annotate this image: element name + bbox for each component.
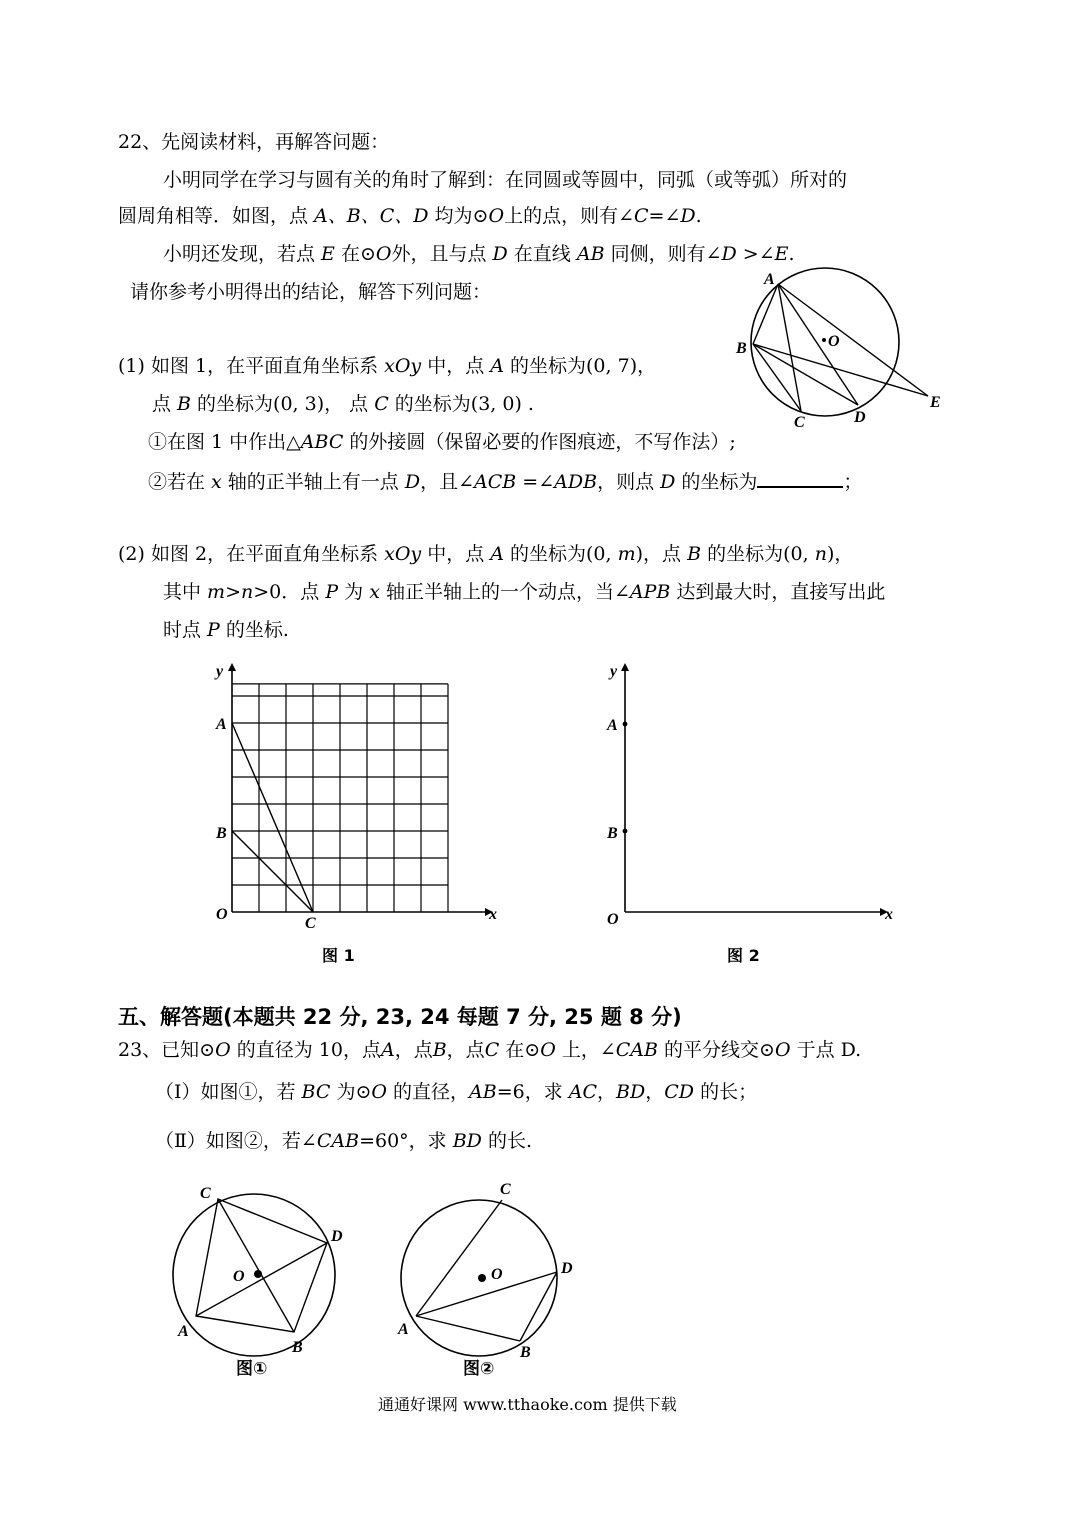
label-b: B bbox=[520, 1344, 531, 1361]
y-axis-arrow bbox=[228, 663, 236, 671]
center-dot bbox=[254, 1270, 262, 1278]
q22-part1-line1: (1) 如图 1，在平面直角坐标系 xOy 中，点 A 的坐标为(0, 7)， bbox=[118, 355, 657, 377]
q22-title: 22、先阅读材料，再解答问题： bbox=[118, 131, 390, 153]
label-e: E bbox=[930, 394, 941, 411]
q22-part2-line2: 其中 m>n>0．点 P 为 x 轴正半轴上的一个动点，当∠APB 达到最大时，直接写出此 bbox=[163, 581, 886, 603]
label-b: B bbox=[216, 825, 227, 842]
segment-ad bbox=[416, 1272, 557, 1316]
label-y: y bbox=[216, 663, 224, 680]
label-x: x bbox=[885, 906, 893, 923]
q22-paragraph-1: 小明同学在学习与圆有关的角时了解到：在同圆或等圆中，同弧（或等弧）所对的 bbox=[163, 169, 848, 191]
figure-23-2-caption: 图② bbox=[463, 1359, 495, 1379]
q22-part1-line3: ①在图 1 中作出△ABC 的外接圆（保留必要的作图痕迹，不写作法）; bbox=[148, 431, 736, 453]
label-o: O bbox=[233, 1268, 245, 1285]
figure-2-caption: 图 2 bbox=[727, 946, 760, 965]
footer-text: 通通好课网 www.tthaoke.com 提供下载 bbox=[378, 1395, 677, 1414]
figure-1-grid bbox=[205, 655, 505, 945]
label-b: B bbox=[607, 825, 618, 842]
q22-part2-line1: (2) 如图 2，在平面直角坐标系 xOy 中，点 A 的坐标为(0, m)，点 B 的坐标为(0, n)， bbox=[118, 543, 854, 565]
circle-o bbox=[173, 1194, 335, 1356]
label-a: A bbox=[398, 1321, 409, 1338]
q23-line3: （Ⅱ）如图②，若∠CAB=60°，求 BD 的长. bbox=[155, 1130, 533, 1152]
section-5-heading: 五、解答题(本题共 22 分, 23, 24 每题 7 分, 25 题 8 分) bbox=[118, 1005, 682, 1029]
label-d: D bbox=[331, 1228, 343, 1245]
segment-ad bbox=[196, 1243, 327, 1316]
label-x: x bbox=[489, 906, 497, 923]
label-b: B bbox=[292, 1339, 303, 1356]
q22-part1-line4: ②若在 x 轴的正半轴上有一点 D，且∠ACB =∠ADB，则点 D 的坐标为 ； bbox=[148, 468, 862, 494]
point-b bbox=[623, 829, 628, 834]
point-a bbox=[623, 722, 628, 727]
q22-paragraph-4: 请你参考小明得出的结论，解答下列问题： bbox=[130, 281, 492, 303]
label-a: A bbox=[764, 271, 775, 288]
label-c: C bbox=[794, 414, 805, 431]
center-dot bbox=[822, 338, 826, 342]
segment-bc bbox=[232, 831, 313, 912]
answer-blank bbox=[757, 468, 843, 488]
segment-bd bbox=[753, 344, 858, 405]
circle-diagram-abcde bbox=[730, 265, 950, 430]
label-d: D bbox=[854, 409, 866, 426]
circle-o bbox=[751, 268, 899, 416]
segment-cb bbox=[218, 1199, 294, 1332]
segment-ab bbox=[416, 1316, 520, 1341]
y-axis-arrow bbox=[621, 663, 629, 671]
q23-line2: （Ⅰ）如图①，若 BC 为⊙O 的直径，AB=6，求 AC，BD，CD 的长； bbox=[155, 1081, 758, 1103]
label-c: C bbox=[200, 1185, 211, 1202]
label-y: y bbox=[610, 663, 618, 680]
segment-be bbox=[753, 344, 928, 396]
label-a: A bbox=[607, 717, 618, 734]
center-dot bbox=[478, 1274, 486, 1282]
label-c: C bbox=[500, 1181, 511, 1198]
figure-2-axes bbox=[600, 655, 900, 945]
segment-ad bbox=[778, 284, 858, 405]
label-o: O bbox=[607, 911, 619, 928]
figure-1-caption: 图 1 bbox=[322, 946, 355, 965]
q22-paragraph-3: 小明还发现，若点 E 在⊙O外，且与点 D 在直线 AB 同侧，则有∠D >∠E. bbox=[163, 243, 795, 265]
q22-part1-line2: 点 B 的坐标为(0, 3)， 点 C 的坐标为(3, 0) . bbox=[152, 393, 534, 415]
label-d: D bbox=[561, 1260, 573, 1277]
label-a: A bbox=[216, 716, 227, 733]
label-a: A bbox=[178, 1323, 189, 1340]
label-o: O bbox=[216, 906, 228, 923]
segment-ac bbox=[778, 284, 801, 411]
segment-ac bbox=[232, 723, 313, 912]
label-o: O bbox=[491, 1266, 503, 1283]
q23-line1: 23、已知⊙O 的直径为 10，点A，点B，点C 在⊙O 上，∠CAB 的平分线交⊙O 于点 D. bbox=[118, 1039, 862, 1061]
label-c: C bbox=[305, 915, 316, 932]
label-o: O bbox=[828, 333, 840, 350]
q22-paragraph-2: 圆周角相等．如图，点 A、B、C、D 均为⊙O上的点，则有∠C=∠D. bbox=[118, 205, 702, 227]
label-b: B bbox=[736, 340, 747, 357]
segment-ae bbox=[778, 284, 928, 396]
quadrilateral-cdba bbox=[196, 1199, 327, 1332]
q22-part2-line3: 时点 P 的坐标. bbox=[163, 619, 289, 641]
figure-23-1-caption: 图① bbox=[236, 1359, 268, 1379]
